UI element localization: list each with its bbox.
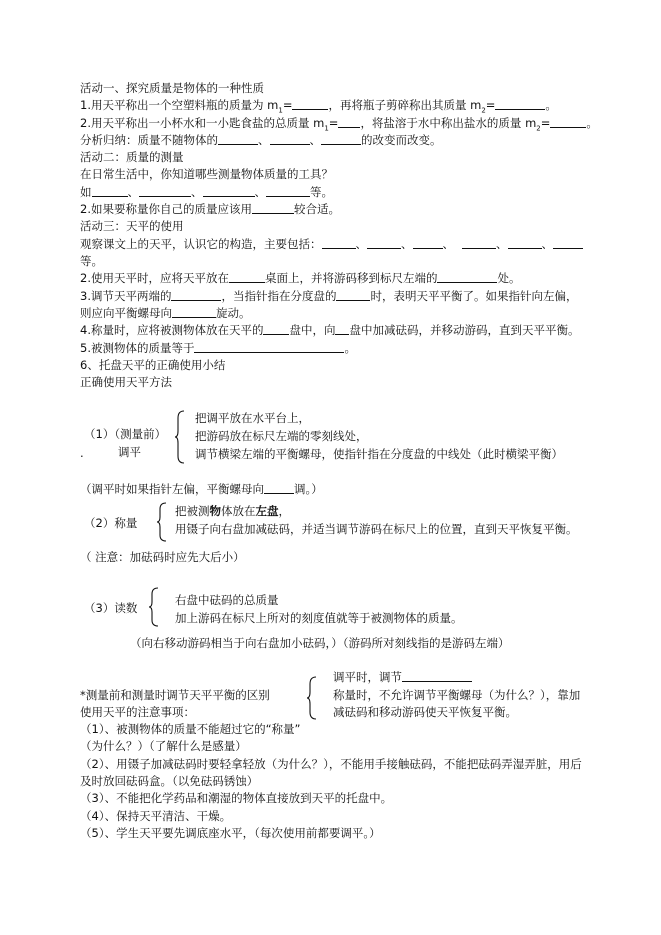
activity2-title: 活动二：质量的测量 [80,150,184,164]
step3-note: （向右移动游码相当于向右盘加小砝码，）（游码所对刻线指的是游码左端） [130,636,510,650]
text: = [540,116,551,130]
blank[interactable] [437,270,497,283]
blank[interactable] [270,132,310,145]
subscript: 2 [536,124,541,133]
text: 、 [541,237,553,251]
difference-row1 [333,669,472,686]
text: 。 [344,341,356,355]
blank[interactable] [263,322,289,335]
blank[interactable] [92,184,128,197]
text: ， [278,504,290,518]
text: 2.如果要称量你自己的质量应该用 [80,202,252,216]
activity3-line5 [80,322,579,339]
step1-label2: 调平 [118,445,141,459]
text: 时，表明天平平衡了。如果指针向左偏， [370,289,578,303]
brace-step3 [148,587,160,627]
activity3-line6 [80,340,356,357]
step1-item2: 把游码放在标尺左端的零刻线处， [195,429,368,443]
note-5: （5）、学生天平要先调底座水平，（每次使用前都要调平。） [80,826,381,840]
text: 观察课文上的天平，认识它的构造，主要包括： [80,237,322,251]
text: 旋动。 [216,306,251,320]
activity3-line2 [80,270,520,287]
step2-item1 [175,503,290,520]
text: 体放在 [221,504,256,518]
subscript: 1 [324,124,329,133]
step3-label: （3）读数 [84,601,138,615]
subscript: 2 [481,106,486,115]
notes-title: 使用天平的注意事项： [80,705,195,719]
text-bold: 物 [209,504,221,518]
activity3-title: 活动三：天平的使用 [80,219,184,233]
step3-item1: 右盘中砝码的总质量 [175,593,279,607]
text: 、 [496,237,508,251]
text: （调平时如果指针左偏，平衡螺母向 [80,482,264,496]
text: 3.调节天平两端的 [80,289,172,303]
step1-label: （1）（测量前） [84,427,167,441]
text: ，将盐溶于水中称出盐水的质量 m [360,116,537,130]
difference-label: *测量前和测量时调节天平平衡的区别 [80,688,270,702]
blank[interactable] [413,236,443,249]
blank[interactable] [321,132,361,145]
activity2-question: 在日常生活中，你知道哪些测量物体质量的工具？ [80,167,333,181]
blank[interactable] [203,184,255,197]
text: 、 [309,133,321,147]
blank-m2[interactable] [495,97,545,110]
brace-step1 [174,410,186,464]
text: 则应向平衡螺母向 [80,306,172,320]
text: 盘中，向 [289,323,336,337]
blank-m1[interactable] [292,97,328,110]
text: 桌面上，并将游码移到标尺左端的 [264,271,438,285]
text: 4.称量时，应将被测物体放在天平的 [80,323,264,337]
text: = [282,98,293,112]
text: 调。） [294,482,323,496]
blank[interactable] [252,201,294,214]
brace-difference [306,676,318,720]
note-2a: （2）、用镊子加减砝码时要轻拿轻放（为什么？），不能用手接触砝码，不能把砝码弄湿弄脏，用后 [80,757,582,771]
activity3-line3 [80,288,577,305]
summary-subtitle: 正确使用天平方法 [80,375,172,389]
text: 较合适。 [293,202,340,216]
text: 、 [191,185,203,199]
text: = [485,98,496,112]
note-2b: 及时放回砝码盒。（以免砝码锈蚀） [80,774,259,788]
step1-note [80,481,323,498]
text: 调平时，调节 [333,670,402,684]
text: 5.被测物体的质量等于 [80,341,195,355]
note-1b: （为什么？）（了解什么是感量） [80,739,247,753]
blank[interactable] [367,236,401,249]
text: 、 [442,237,454,251]
blank[interactable] [553,236,583,249]
blank[interactable] [139,184,191,197]
difference-row3: 减砝码和移动游码使天平恢复平衡。 [333,705,517,719]
text: 、 [254,185,266,199]
activity3-line1 [80,236,583,253]
blank[interactable] [194,340,344,353]
blank[interactable] [264,481,294,494]
text: = [328,116,339,130]
blank[interactable] [336,288,370,301]
activity1-line3 [80,132,442,149]
blank[interactable] [402,669,472,682]
blank-m1[interactable] [338,115,360,128]
blank[interactable] [171,288,221,301]
activity3-line4 [80,305,251,322]
text: 处。 [497,271,521,285]
text: 如 [80,185,92,199]
step2-note: （ 注意：加砝码时应先大后小） [80,550,245,564]
text: 、 [258,133,270,147]
blank[interactable] [229,270,265,283]
blank[interactable] [335,322,349,335]
text: 2.用天平称出一小杯水和一小匙食盐的总质量 m [80,116,325,130]
text: 。 [545,98,557,112]
step3-item2: 加上游码在标尺上所对的刻度值就等于被测物体的质量。 [175,611,463,625]
step1-item3: 调节横梁左端的平衡螺母，使指针指在分度盘的中线处（此时横梁平衡） [195,447,563,461]
summary-title: 6、托盘天平的正确使用小结 [80,358,226,372]
step1-dot: . [80,446,84,460]
blank[interactable] [172,305,216,318]
subscript: 1 [278,106,283,115]
blank[interactable] [218,132,258,145]
note-4: （4）、保持天平清洁、干燥。 [80,809,232,823]
brace-step2 [156,502,168,542]
step2-label: （2）称量 [84,516,138,530]
text: 2.使用天平时，应将天平放在 [80,271,229,285]
text: 盘中加减砝码，并移动游码，直到天平平衡。 [349,323,580,337]
step2-item2: 用镊子向右盘加减砝码，并适当调节游码在标尺上的位置，直到天平恢复平衡。 [175,522,578,536]
text: ，再将瓶子剪碎称出其质量 m [328,98,482,112]
text: 、 [127,185,139,199]
text: 。 [586,116,598,130]
text: 等。 [310,185,333,199]
note-1a: （1）、被测物体的质量不能超过它的“称量” [80,722,301,736]
activity2-line2 [80,201,340,218]
text: 1.用天平称出一个空塑料瓶的质量为 m [80,98,279,112]
text: 分析归纳：质量不随物体的 [80,133,218,147]
text-bold: 左盘 [255,504,279,518]
text: 、 [401,237,413,251]
text: ，当指针指在分度盘的 [221,289,337,303]
text: 把被测 [175,504,210,518]
note-3: （3）、不能把化学药品和潮湿的物体直接放到天平的托盘中。 [80,791,393,805]
text: 的改变而改变。 [361,133,442,147]
activity1-title: 活动一、探究质量是物体的一种性质 [80,81,264,95]
text: 、 [355,237,367,251]
blank-m2[interactable] [550,115,586,128]
activity2-line1 [80,184,333,201]
blank[interactable] [322,236,356,249]
difference-row2: 称量时，不允许调节平衡螺母（为什么？），靠加 [333,688,581,702]
blank[interactable] [462,236,496,249]
activity3-line1-end: 等。 [80,254,103,268]
step1-item1: 把调平放在水平台上， [195,411,310,425]
blank[interactable] [266,184,310,197]
blank[interactable] [508,236,542,249]
